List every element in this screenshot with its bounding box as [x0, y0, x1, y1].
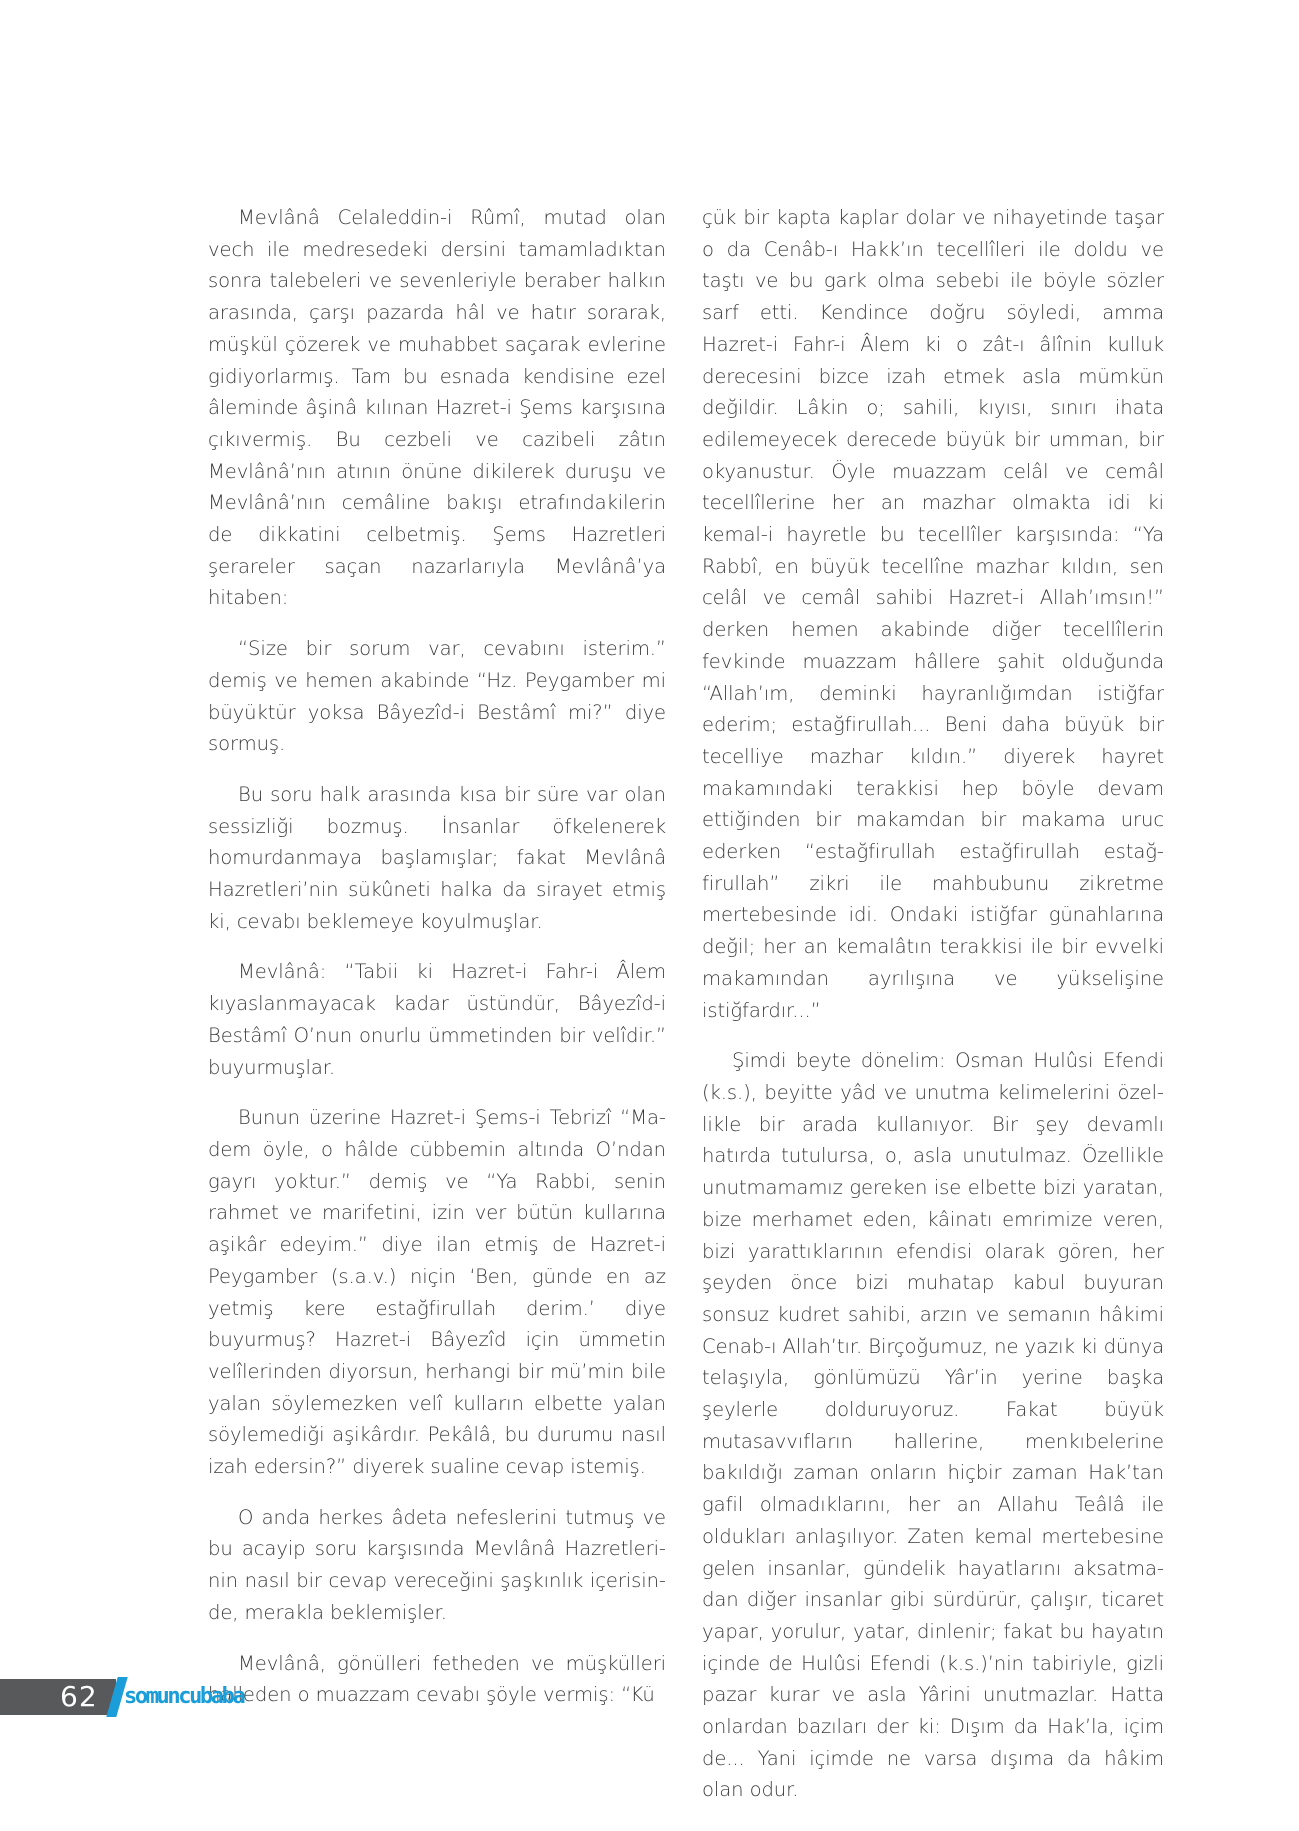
right-text-column — [702, 202, 1164, 1825]
paragraph: Bu soru halk arasında kısa bir süre var olan sessizliği bozmuş. İnsanlar öfkelenerek homurdanmaya başlamışlar; fakat Mevlânâ Hazretleri’nin sükûneti halka da sirayet etmiş ki, cevabı beklemeye koyulmuşlar. — [208, 782, 666, 933]
paragraph: Mevlânâ: “Tabii ki Hazret-i Fahr-i Âlem kıyaslanmayacak kadar üstündür, Bâyezîd-i Bestâmî O’nun onurlu ümmetinden bir velîdir.” buyurmuşlar. — [208, 960, 666, 1079]
page-number-bar — [0, 1679, 116, 1715]
paragraph: Şimdi beyte dönelim: Osman Hulûsi Efendi (k.s.), beyitte yâd ve unutma kelimelerini özellikle bir arada kullanıyor. Bir şey devamlı hatırda tutulursa, o, asla unutulmaz. Özellikle unutmamamız gereken ise elbette bizi yaratan, bize merhamet eden, kâinatı emrimize veren, bizi yarattıklarının efendisi olarak gören, her şeyden önce bizi muhatap kabul buyuran sonsuz kudret sahibi, arzın ve semanın hâkimi Cenab-ı Allah’tır. Birçoğumuz, ne yazık ki dünya telaşıyla, gönlümüzü Yâr’in yerine başka şeylerle dolduruyoruz. Fakat büyük mutasavvıfların hallerine, menkıbelerine bakıldığı zaman onların hiçbir zaman Hak’tan gafil olmadıklarını, her an Allahu Teâlâ ile oldukları anlaşılıyor. Zaten kemal mertebesine gelen insanlar, gündelik hayatlarını aksatmadan diğer insanlar gibi sürdürür, çalışır, ticaret yapar, yorulur, yatar, dinlenir; fakat bu hayatın içinde de Hulûsi Efendi (k.s.)’nin tabiriyle, gizli pazar kurar ve asla Yârini unutmazlar. Hatta onlardan bazıları der ki: Dışım da Hak’la, içim de... Yani içimde ne varsa dışıma da hâkim olan odur. — [702, 1049, 1164, 1802]
paragraph: Mevlânâ Celaleddin-i Rûmî, mutad olan vech ile medresedeki dersini tamamladıktan sonra talebeleri ve sevenleriyle beraber halkın arasında, çarşı pazarda hâl ve hatır sorarak, müşkül çözerek ve muhabbet saçarak evlerine gidiyorlarmış. Tam bu esnada kendisine ezel âleminde âşinâ kılınan Hazret-i Şems karşısına çıkıvermiş. Bu cezbeli ve cazibeli zâtın Mevlânâ’nın atının önüne dikilerek duruşu ve Mevlânâ’nın cemâline bakışı etrafındakilerin de dikkatini celbetmiş. Şems Hazretleri şerareler saçan nazarlarıyla Mevlânâ’ya hitaben: — [208, 206, 666, 610]
left-text-column — [208, 202, 666, 1730]
brand-logo: somuncubaba — [124, 1684, 244, 1709]
paragraph: Bunun üzerine Hazret-i Şems-i Tebrizî “Madem öyle, o hâlde cübbemin altında O’ndan gayrı yoktur.” demiş ve “Ya Rabbi, senin rahmet ve marifetini, izin ver bütün kullarına aşikâr edeyim.” diye ilan etmiş de Hazret-i Peygamber (s.a.v.) niçin ‘Ben, günde en az yetmiş kere estağfirullah derim.’ diye buyurmuş? Hazret-i Bâyezîd için ümmetin velîlerinden diyorsun, herhangi bir mü’min bile yalan söylemezken velî kulların elbette yalan söylemediği aşikârdır. Pekâlâ, bu durumu nasıl izah edersin?” diyerek sualine cevap istemiş. — [208, 1106, 666, 1479]
page-footer — [0, 1679, 244, 1715]
paragraph: “Size bir sorum var, cevabını isterim.” demiş ve hemen akabinde “Hz. Peygamber mi büyüktür yoksa Bâyezîd-i Bestâmî mi?” diye sormuş. — [208, 637, 666, 756]
page-number: 62 — [60, 1680, 98, 1713]
paragraph-continued: çük bir kapta kaplar dolar ve nihayetinde taşar o da Cenâb-ı Hakk’ın tecellîleri ile doldu ve taştı ve bu gark olma sebebi ile böyle sözler sarf etti. Kendince doğru söyledi, amma Hazret-i Fahr-i Âlem ki o zât-ı âlînin kulluk derecesini bizce izah etmek asla mümkün değildir. Lâkin o; sahili, kıyısı, sınırı ihata edilemeyecek derecede büyük bir umman, bir okyanustur. Öyle muazzam celâl ve cemâl tecellîlerine her an mazhar olmakta idi ki kemal-i hayretle bu tecellîler karşısında: “Ya Rabbî, en büyük tecellîne mazhar kıldın, sen celâl ve cemâl sahibi Hazret-i Allah’ımsın!” derken hemen akabinde diğer tecellîlerin fevkinde muazzam hâllere şahit olduğunda “Allah’ım, deminki hayranlığımdan istiğfar ederim; estağfirullah... Beni daha büyük bir tecelliye mazhar kıldın.” diyerek hayret makamındaki terakkisi hep böyle devam ettiğinden bir makamdan bir makama uruc ederken “estağfirullah estağfirullah estağfirullah” zikri ile mahbubunu zikretme mertebesinde idi. Ondaki istiğfar günahlarına değil; her an kemalâtın terakkisi ile bir evvelki makamından ayrılışına ve yükselişine istiğfardır...” — [702, 206, 1164, 1022]
paragraph: Mevlânâ, gönülleri fetheden ve müşkülleri halleden o muazzam cevabı şöyle vermiş: “Kü — [208, 1651, 666, 1707]
paragraph: O anda herkes âdeta nefeslerini tutmuş ve bu acayip soru karşısında Mevlânâ Hazretlerinin nasıl bir cevap vereceğini şaşkınlık içerisinde, merakla beklemişler. — [208, 1505, 666, 1624]
